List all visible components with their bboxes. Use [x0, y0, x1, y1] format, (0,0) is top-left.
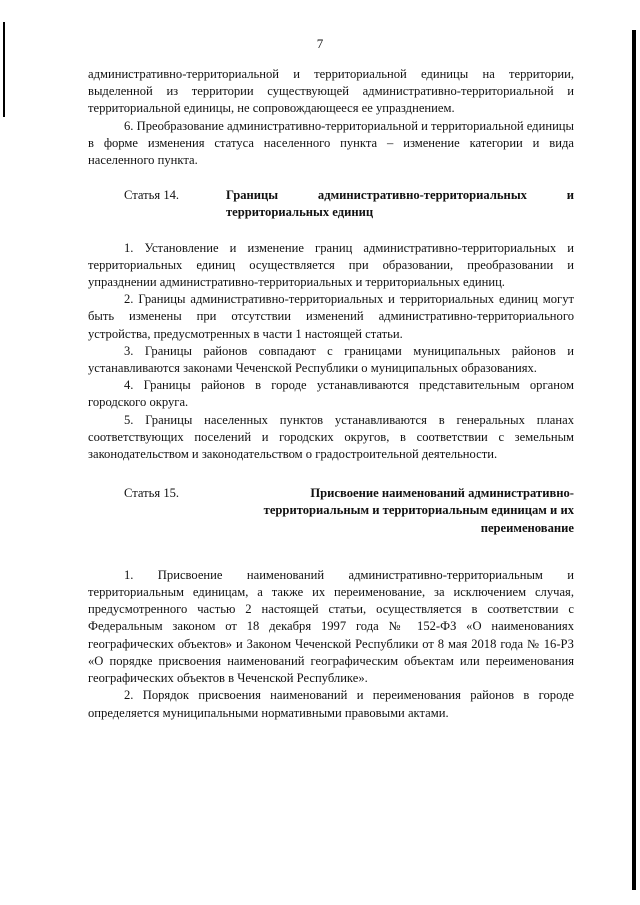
document-body [88, 66, 574, 722]
article-title: Присвоение наименований административно-территориальным и территориальным единицам и их переименование [263, 486, 574, 535]
article-paragraph: 2. Границы административно-территориальных и территориальных единиц могут быть изменены при отсутствии изменений административно-территориального устройства, предусмотренных в части 1 настоящей статьи. [88, 292, 574, 341]
page-number: 7 [316, 36, 324, 51]
article-paragraph: 5. Границы населенных пунктов устанавливаются в генеральных планах соответствующих поселений и городских округов, в соответствии с земельным законодательством и законодательством о градостроительной деятельности. [88, 412, 574, 462]
article-paragraph: 2. Порядок присвоения наименований и переименования районов в городе определяется муниципальными нормативными правовыми актами. [88, 688, 574, 720]
intro-paragraph: 6. Преобразование административно-территориальной и территориальной единицы в форме изменения статуса населенного пункта – изменение категории и вида населенного пункта. [88, 118, 575, 168]
article-paragraph: 3. Границы районов совпадают с границами муниципальных районов и устанавливаются законами Чеченской Республики о муниципальных образованиях. [88, 343, 574, 376]
intro-paragraph: административно-территориальной и территориальной единицы на территории, выделенной из территории существующей административно-территориальной и территориальной единицы, не сопровождающееся ее упразднением. [88, 67, 574, 116]
article-title: Границы административно-территориальных и территориальных единиц [226, 188, 574, 220]
article-paragraph: 4. Границы районов в городе устанавливаются представительным органом городского округа. [88, 378, 574, 410]
article-paragraph: 1. Установление и изменение границ административно-территориальных и территориальных единиц осуществляется при образовании, преобразовании и упразднении административно-территориальных и территориальных единиц. [88, 240, 574, 290]
article-paragraph: 1. Присвоение наименований административно-территориальным и территориальным единицам, а также их переименование, за исключением случая, предусмотренного частью 2 настоящей статьи, осуществляется в соответствии с Федеральным законом от 18 декабря 1997 года № 152-ФЗ «О наименованиях географических объектов» и Законом Чеченской Республики от 8 мая 2018 года № 16-РЗ «О порядке присвоения наименований географическим объектам или переименования географических объектов в Чеченской Республике». [88, 567, 574, 686]
scan-border-right [632, 30, 636, 890]
article-label: Статья 14. [124, 188, 180, 203]
article-label: Статья 15. [124, 486, 180, 501]
article-15-heading [88, 485, 574, 537]
article-14-heading [88, 187, 574, 221]
